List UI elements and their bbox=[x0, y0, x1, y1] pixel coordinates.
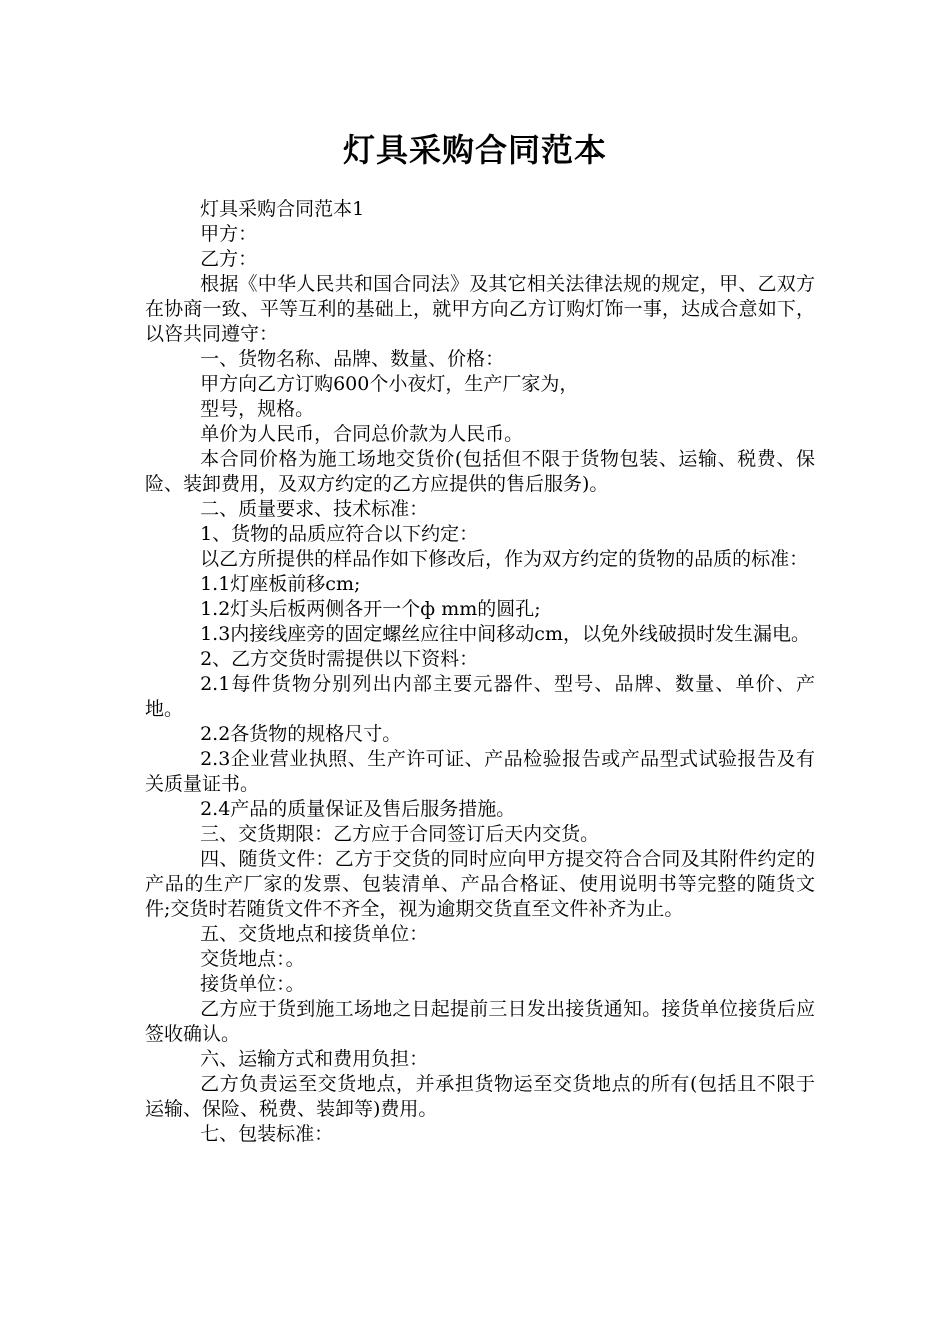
document-title: 灯具采购合同范本 bbox=[342, 131, 607, 169]
paragraph: 接货单位：。 bbox=[200, 973, 305, 995]
paragraph: 甲方向乙方订购600个小夜灯，生产厂家为， bbox=[200, 373, 579, 395]
paragraph: 1.2灯头后板两侧各开一个ф mm的圆孔; bbox=[200, 598, 541, 620]
paragraph: 2.4产品的质量保证及售后服务措施。 bbox=[200, 798, 516, 820]
paragraph: 乙方应于货到施工场地之日起提前三日发出接货通知。接货单位接货后应签收确认。 bbox=[145, 998, 815, 1045]
paragraph: 本合同价格为施工场地交货价(包括但不限于货物包装、运输、税费、保险、装卸费用，及双方约定的乙方应提供的售后服务)。 bbox=[145, 448, 815, 495]
paragraph: 单价为人民币，合同总价款为人民币。 bbox=[200, 423, 524, 445]
paragraph: 1.3内接线座旁的固定螺丝应往中间移动cm，以免外线破损时发生漏电。 bbox=[200, 623, 810, 645]
paragraph: 2、乙方交货时需提供以下资料： bbox=[200, 648, 479, 670]
paragraph: 1、货物的品质应符合以下约定： bbox=[200, 523, 479, 545]
paragraph: 三、交货期限：乙方应于合同签订后天内交货。 bbox=[200, 823, 600, 845]
paragraph: 交货地点：。 bbox=[200, 948, 305, 970]
paragraph: 甲方： bbox=[200, 223, 258, 245]
paragraph: 2.2各货物的规格尺寸。 bbox=[200, 723, 402, 745]
paragraph: 五、交货地点和接货单位： bbox=[200, 923, 429, 945]
paragraph: 灯具采购合同范本1 bbox=[200, 198, 365, 220]
paragraph: 四、随货文件：乙方于交货的同时应向甲方提交符合合同及其附件约定的产品的生产厂家的发票、包装清单、产品合格证、使用说明书等完整的随货文件;交货时若随货文件不齐全，视为逾期交货直至文件补齐为止。 bbox=[145, 848, 815, 920]
paragraph: 以乙方所提供的样品作如下修改后，作为双方约定的货物的品质的标准： bbox=[200, 548, 809, 570]
paragraph: 2.1每件货物分别列出内部主要元器件、型号、品牌、数量、单价、产地。 bbox=[145, 673, 815, 720]
paragraph: 乙方： bbox=[200, 248, 258, 270]
paragraph: 型号，规格。 bbox=[200, 398, 315, 420]
paragraph: 根据《中华人民共和国合同法》及其它相关法律法规的规定，甲、乙双方在协商一致、平等互利的基础上，就甲方向乙方订购灯饰一事，达成合意如下，以咨共同遵守： bbox=[145, 273, 815, 345]
paragraph: 七、包装标准： bbox=[200, 1123, 334, 1145]
paragraph: 二、质量要求、技术标准： bbox=[200, 498, 429, 520]
paragraph: 1.1灯座板前移cm; bbox=[200, 573, 361, 595]
paragraph: 六、运输方式和费用负担： bbox=[200, 1048, 429, 1070]
paragraph: 乙方负责运至交货地点，并承担货物运至交货地点的所有(包括且不限于运输、保险、税费、装卸等)费用。 bbox=[145, 1073, 815, 1120]
paragraph: 一、货物名称、品牌、数量、价格： bbox=[200, 348, 505, 370]
document-body bbox=[145, 197, 815, 1147]
paragraph: 2.3企业营业执照、生产许可证、产品检验报告或产品型式试验报告及有关质量证书。 bbox=[145, 748, 815, 795]
